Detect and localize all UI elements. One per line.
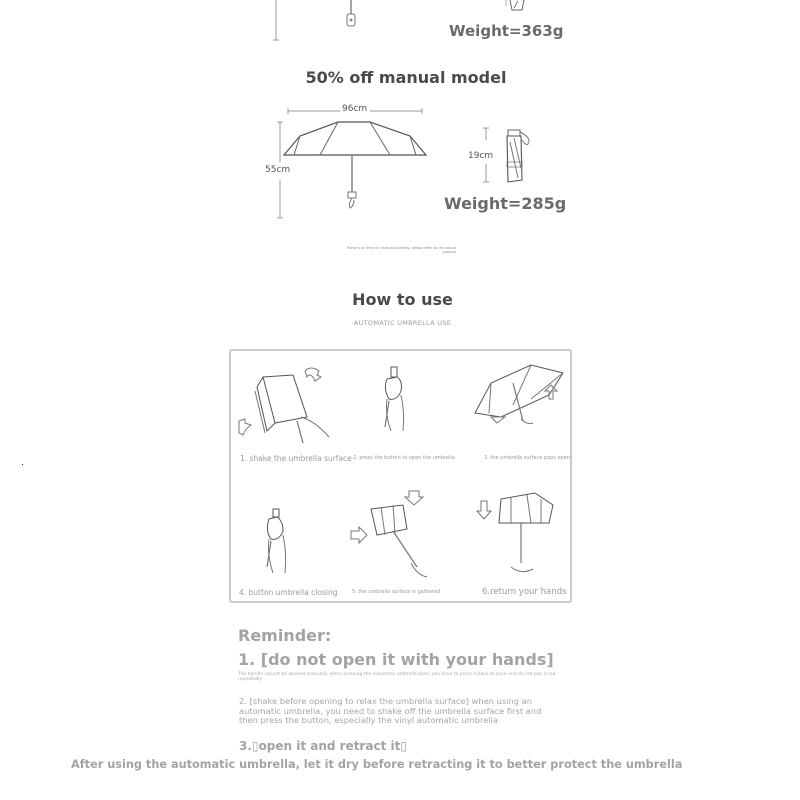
press-button-illustration [369,365,429,435]
reminder-item-2-body: 2. [shake before opening to relax the umbrella surface] when using an automatic umbrella, you need to shake off the umbrella surface first and then press the button, especially the vinyl automatic umbrella [239,696,542,725]
reminder-item-1-body: The handle cannot be opened manually. when pressing the automatic umbrella back, you have to press it back at once and do not pop it out repeatedly [238,672,556,682]
top-weight-label: Weight=363g [449,22,564,40]
manual-model-footnote: There is an error in manual quantity, please refer to the actual product [346,246,456,254]
width-dimension-label: 96cm [342,104,368,114]
step-3-caption: 3. the umbrella surface pops open [484,455,570,461]
step-5-caption: 5. the umbrella surface is gathered [352,589,441,595]
manual-weight-label: Weight=285g [444,194,567,213]
button-closing-illustration [257,507,307,577]
decorative-dot [22,464,23,465]
return-hands-illustration [475,489,565,579]
surface-gathered-illustration [347,489,447,579]
height-dimension-label: 55cm [265,165,291,175]
shake-umbrella-illustration [235,365,335,443]
step-4-caption: 4. button umbrella closing [239,588,338,597]
folded-dimension-label: 19cm [468,151,494,161]
open-umbrella-dimension-drawing [270,100,440,220]
reminder-item-3-title: 3.▯open it and retract it▯ [239,739,407,753]
step-2-caption: 2. press the button to open the umbrella [353,455,455,461]
manual-model-title: 50% off manual model [305,68,507,87]
reminder-item-1-title: 1. [do not open it with your hands] [238,650,554,669]
umbrella-open-illustration [471,361,571,441]
reminder-title: Reminder: [238,626,332,645]
step-6-caption: 6.return your hands [482,587,567,597]
how-to-use-subtitle: AUTOMATIC UMBRELLA USE [353,319,452,327]
how-to-use-title: How to use [352,290,453,309]
instructions-panel [229,349,572,603]
reminder-footer: After using the automatic umbrella, let it dry before retracting it to better protect the umbrella [71,758,683,771]
step-1-caption: 1. shake the umbrella surface [240,454,352,463]
